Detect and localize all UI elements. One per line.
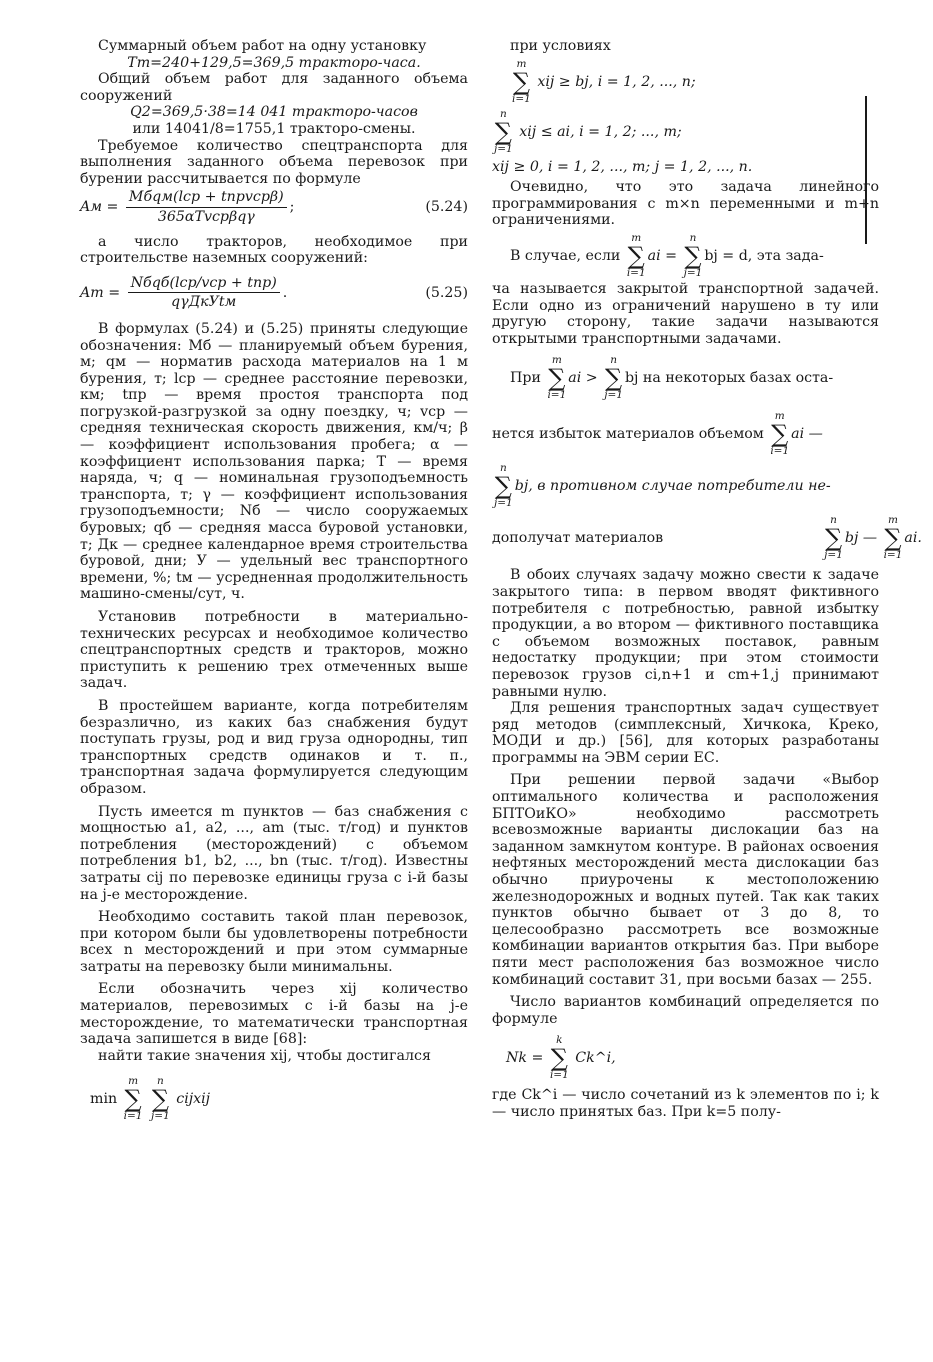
paragraph: При решении первой задачи «Выбор оптимального количества и расположения БПТОиКО» необходимо рассмотреть всевозможные варианты дислокации баз на заданном замкнутом контуре. В районах освоения нефтяных месторождений места дислокации баз обычно приурочены к местоположению железнодорожных и водных путей. Так как таких пунктов обычно бывает от 3 до 8, то целесообразно рассмотреть все возможные комбинации вариантов открытия баз. При выборе пяти мест расположения баз возможное число комбинаций составит 31, при восьми базах — 255. [492, 772, 879, 988]
paragraph: Если обозначить через xij количество материалов, перевозимых с i-й базы на j-е месторождение, то математически транспортная задача запишется в виде [68]: [80, 981, 468, 1048]
equation-number: (5.25) [425, 284, 468, 301]
eq-lhs: Aм = [80, 199, 119, 216]
numerator: Mбqм(lср + tпрvсрβ) [126, 189, 287, 208]
paragraph: Для решения транспортных задач существует ряд методов (симплексный, Хичкока, Креко, МОДИ и др.) [56], для которых разработаны программы на ЭВМ серии ЕС. [492, 700, 879, 766]
excess-line: нется избыток материалов объемом m ∑ i=1 ai — [492, 410, 823, 458]
equation-q2-shifts: или 14041/8=1755,1 тракторо-смены. [132, 120, 416, 137]
paragraph: Очевидно, что это задача линейного программирования с m×n переменными и m+n ограничениями. [492, 179, 879, 229]
paragraph: В обоих случаях задачу можно свести к задаче закрытого типа: в первом вводят фиктивного потребителя с потребностью, равной избытку продукции, а во втором — фиктивного поставщика с объемом возможных поставок, равным недостатку продукции; при этом стоимости перевозок грузов ci,n+1 и cm+1,j принимают равными нулю. [492, 567, 879, 700]
paragraph: где Ck^i — число сочетаний из k элементов по i; k — число принятых баз. При k=5 полу- [492, 1087, 879, 1120]
equation-tractor-hours: Tт=240+129,5=369,5 тракторо-часа. [127, 54, 421, 71]
undersupply-line: дополучат материалов n ∑ j=1 bj — m ∑ i=1 ai. [492, 514, 922, 562]
constraint-brace [857, 96, 867, 244]
constraint-3: xij ≥ 0, i = 1, 2, ..., m; j = 1, 2, ..., n. [492, 158, 753, 175]
fraction [128, 275, 280, 311]
equation-number: (5.24) [425, 199, 468, 216]
paragraph: Число вариантов комбинаций определяется по формуле [492, 994, 879, 1027]
equation-min: min m ∑ i=1 n ∑ j=1 cijxij [90, 1075, 211, 1123]
right-column [492, 38, 922, 1121]
paragraph: а число тракторов, необходимое при строительстве наземных сооружений: [80, 233, 468, 267]
eq-body: cijxij [176, 1091, 211, 1108]
paragraph: Установив потребности в материально-технических ресурсах и необходимое количество спецтранспортных средств и тракторов, можно приступить к решению трех отмеченных выше задач. [80, 609, 468, 692]
open-problem-condition: При m ∑ i=1 ai > n ∑ j=1 bj на некоторых базах оста- [510, 354, 834, 402]
sum-symbol: n ∑ j=1 [151, 1075, 170, 1123]
paragraph: ча называется закрытой транспортной задачей. Если одно из ограничений нарушено в ту или другую сторону, такие задачи называются открытыми транспортными задачами. [492, 280, 879, 347]
paragraph: Требуемое количество спецтранспорта для выполнения заданного объема перевозок при бурении рассчитывается по формуле [80, 137, 468, 187]
paragraph: Необходимо составить такой план перевозок, при котором были бы удовлетворены потребности всех n месторождений и при этом суммарные затраты на перевозку были минимальны. [80, 909, 468, 975]
fraction [126, 189, 287, 225]
numerator: Nбqб(lср/vср + tпр) [128, 275, 280, 294]
equation-5-24: Aм = $\frac{\text{Mбqм(lср + tпрvсрβ)}}{\text{365αTvсрβqγ}}$ ; (5.24) [80, 189, 468, 225]
paragraph: при условиях [510, 38, 611, 54]
paragraph: найти такие значения xij, чтобы достигался [98, 1047, 431, 1064]
denominator: qγДкУtм [171, 294, 237, 311]
sum-symbol: m ∑ i=1 [123, 1075, 143, 1123]
closed-problem-condition: В случае, если m ∑ i=1 ai = n ∑ j=1 bj = d, эта зада- [510, 231, 824, 279]
constraint-2: n ∑ j=1 xij ≤ ai, i = 1, 2; ..., m; [494, 107, 682, 155]
paragraph: В простейшем варианте, когда потребителям безразлично, из каких баз снабжения будут поступать грузы, род и вид груза однородны, тип транспортных средств одинаков и т. п., транспортная задача формулируется следующим образом. [80, 697, 468, 797]
constraint-1: m ∑ i=1 xij ≥ bj, i = 1, 2, ..., n; [512, 57, 696, 105]
equation-5-25: Aт = $\frac{\text{Nбqб(lср/vср + tпр)}}{\text{qγДкУtм}}$ . (5.25) [80, 274, 468, 311]
paragraph: Пусть имеется m пунктов — баз снабжения с мощностью a1, a2, ..., am (тыс. т/год) и пунктов потребления (месторождений) с объемом потребления b1, b2, ..., bn (тыс. т/год). Известны затраты cij по перевозке единицы груза с i-й базы на j-е месторождение. [80, 803, 468, 903]
paragraph: Суммарный объем работ на одну установку [98, 38, 427, 54]
paragraph: Общий объем работ для заданного объема сооружений [80, 71, 468, 104]
eq-lhs: Aт = [80, 284, 121, 301]
equation-nk: Nk = k ∑ i=1 Ck^i, [506, 1034, 616, 1082]
shortage-line: n ∑ j=1 bj, в противном случае потребители не- [494, 462, 831, 510]
denominator: 365αTvсрβqγ [157, 208, 255, 225]
left-column [80, 38, 468, 1122]
paragraph-notation: В формулах (5.24) и (5.25) приняты следующие обозначения: Mб — планируемый объем бурения, м; qм — норматив расхода материалов на 1 м бурения, т; lср — среднее расстояние перевозки, км; tпр — время простоя транспорта под погрузкой-разгрузкой за одну поездку, ч; vср — средняя техническая скорость движения, км/ч; β — коэффициент использования пробега; α — коэффициент использования парка; T — время наряда, ч; q — номинальная грузоподъемность транспорта, т; γ — коэффициент использования грузоподъемности; Nб — число сооружаемых буровых; qб — средняя масса буровой установки, т; Дк — среднее календарное время строительства буровой, дни; У — удельный вес транспортного времени, %; tм — усредненная продолжительность машино-смены/сут, ч. [80, 320, 468, 603]
equation-q2: Q2=369,5·38=14 041 тракторо-часов [130, 104, 418, 121]
